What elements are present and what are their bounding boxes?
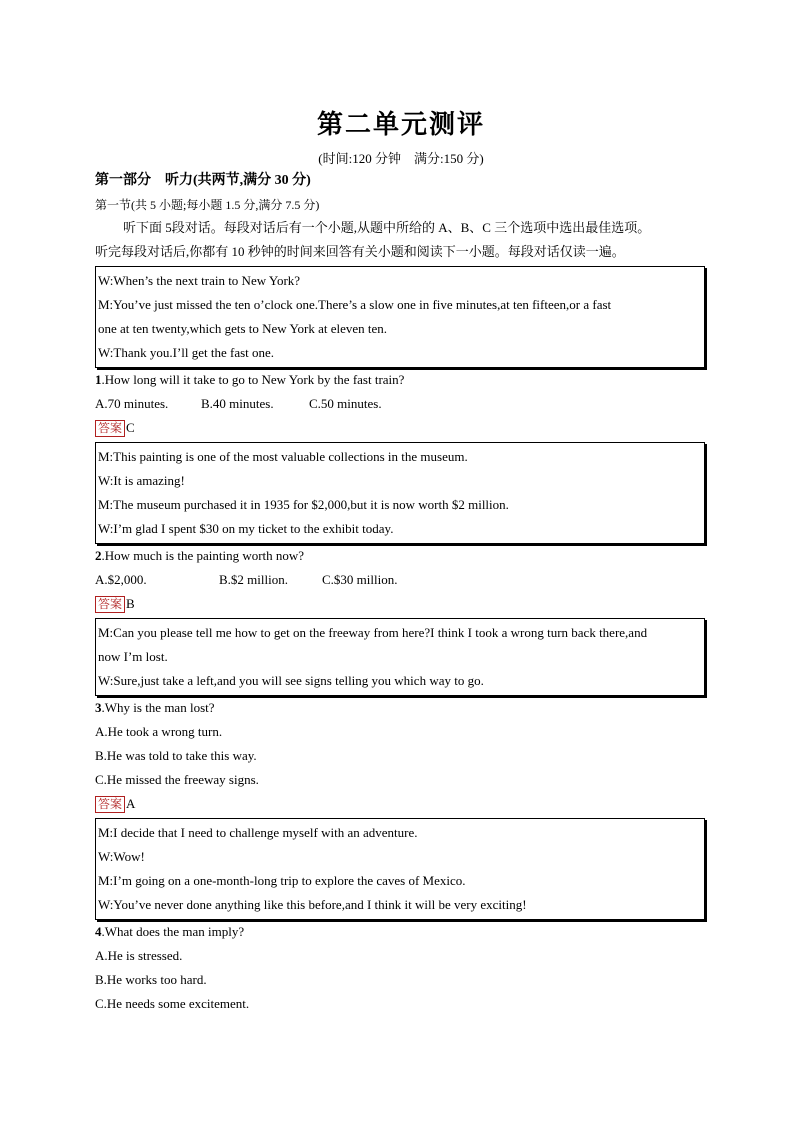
option-a: A.He took a wrong turn. [95, 724, 223, 739]
dialog-line: W:You’ve never done anything like this before,and I think it will be very exciting! [98, 897, 527, 912]
question-3 [95, 699, 215, 717]
answer-badge: 答案 [95, 596, 125, 613]
question-1 [95, 371, 404, 389]
answer-value: C [126, 420, 135, 435]
answer-value: B [126, 596, 135, 611]
question-4 [95, 923, 244, 941]
option-b: B.He was told to take this way. [95, 748, 257, 763]
dialog-line: W:It is amazing! [98, 473, 185, 488]
question-number: 3 [95, 700, 102, 715]
dialog-box-4 [95, 818, 705, 920]
question-number: 4 [95, 924, 102, 939]
question-text: .How much is the painting worth now? [101, 548, 305, 563]
options-2 [95, 571, 397, 589]
page-title: 第二单元测评 [316, 110, 485, 139]
question-2 [95, 547, 304, 565]
part-heading: 第一部分 听力(共两节,满分 30 分) [95, 173, 311, 188]
dialog-box-3 [95, 618, 705, 696]
dialog-line: W:Sure,just take a left,and you will see signs telling you which way to go. [98, 673, 484, 688]
dialog-line: M:This painting is one of the most valuable collections in the museum. [98, 449, 468, 464]
options-1 [95, 395, 382, 413]
dialog-line: one at ten twenty,which gets to New York at eleven ten. [98, 321, 388, 336]
dialog-line: M:The museum purchased it in 1935 for $2,000,but it is now worth $2 million. [98, 497, 509, 512]
option-b: B.He works too hard. [95, 972, 207, 987]
answer-row-1 [95, 419, 135, 437]
question-text: .Why is the man lost? [101, 700, 215, 715]
option-a: A.He is stressed. [95, 948, 183, 963]
option-b: B.$2 million. [219, 572, 288, 587]
option-c: C.50 minutes. [309, 396, 382, 411]
dialog-line: now I’m lost. [98, 649, 168, 664]
dialog-line: W:When’s the next train to New York? [98, 273, 301, 288]
answer-badge: 答案 [95, 796, 125, 813]
option-c: C.He needs some excitement. [95, 996, 250, 1011]
question-number: 2 [95, 548, 102, 563]
question-text: .How long will it take to go to New York by the fast train? [101, 372, 405, 387]
dialog-line: M:I’m going on a one-month-long trip to explore the caves of Mexico. [98, 873, 466, 888]
answer-value: A [126, 796, 136, 811]
answer-row-2 [95, 595, 135, 613]
dialog-box-1 [95, 266, 705, 368]
dialog-line: M:Can you please tell me how to get on the freeway from here?I think I took a wrong turn back there,and [98, 625, 648, 640]
dialog-line: M:I decide that I need to challenge myself with an adventure. [98, 825, 418, 840]
instruction-line-1: 听下面 5段对话。每段对话后有一个小题,从题中所给的 A、B、C 三个选项中选出最佳选项。 [123, 220, 651, 235]
dialog-line: W:Wow! [98, 849, 145, 864]
option-c: C.$30 million. [322, 572, 398, 587]
dialog-line: W:I’m glad I spent $30 on my ticket to the exhibit today. [98, 521, 394, 536]
option-a: A.70 minutes. [95, 396, 169, 411]
answer-badge: 答案 [95, 420, 125, 437]
dialog-line: M:You’ve just missed the ten o’clock one.There’s a slow one in five minutes,at ten fifteen,or a fast [98, 297, 612, 312]
section-heading: 第一节(共 5 小题;每小题 1.5 分,满分 7.5 分) [95, 198, 320, 212]
dialog-line: W:Thank you.I’ll get the fast one. [98, 345, 275, 360]
dialog-box-2 [95, 442, 705, 544]
answer-row-3 [95, 795, 135, 813]
option-b: B.40 minutes. [201, 396, 274, 411]
option-a: A.$2,000. [95, 572, 147, 587]
option-c: C.He missed the freeway signs. [95, 772, 259, 787]
instruction-line-2: 听完每段对话后,你都有 10 秒钟的时间来回答有关小题和阅读下一小题。每段对话仅读一遍。 [95, 244, 625, 259]
question-text: .What does the man imply? [101, 924, 245, 939]
page-subtitle: (时间:120 分钟 满分:150 分) [318, 151, 484, 166]
question-number: 1 [95, 372, 102, 387]
